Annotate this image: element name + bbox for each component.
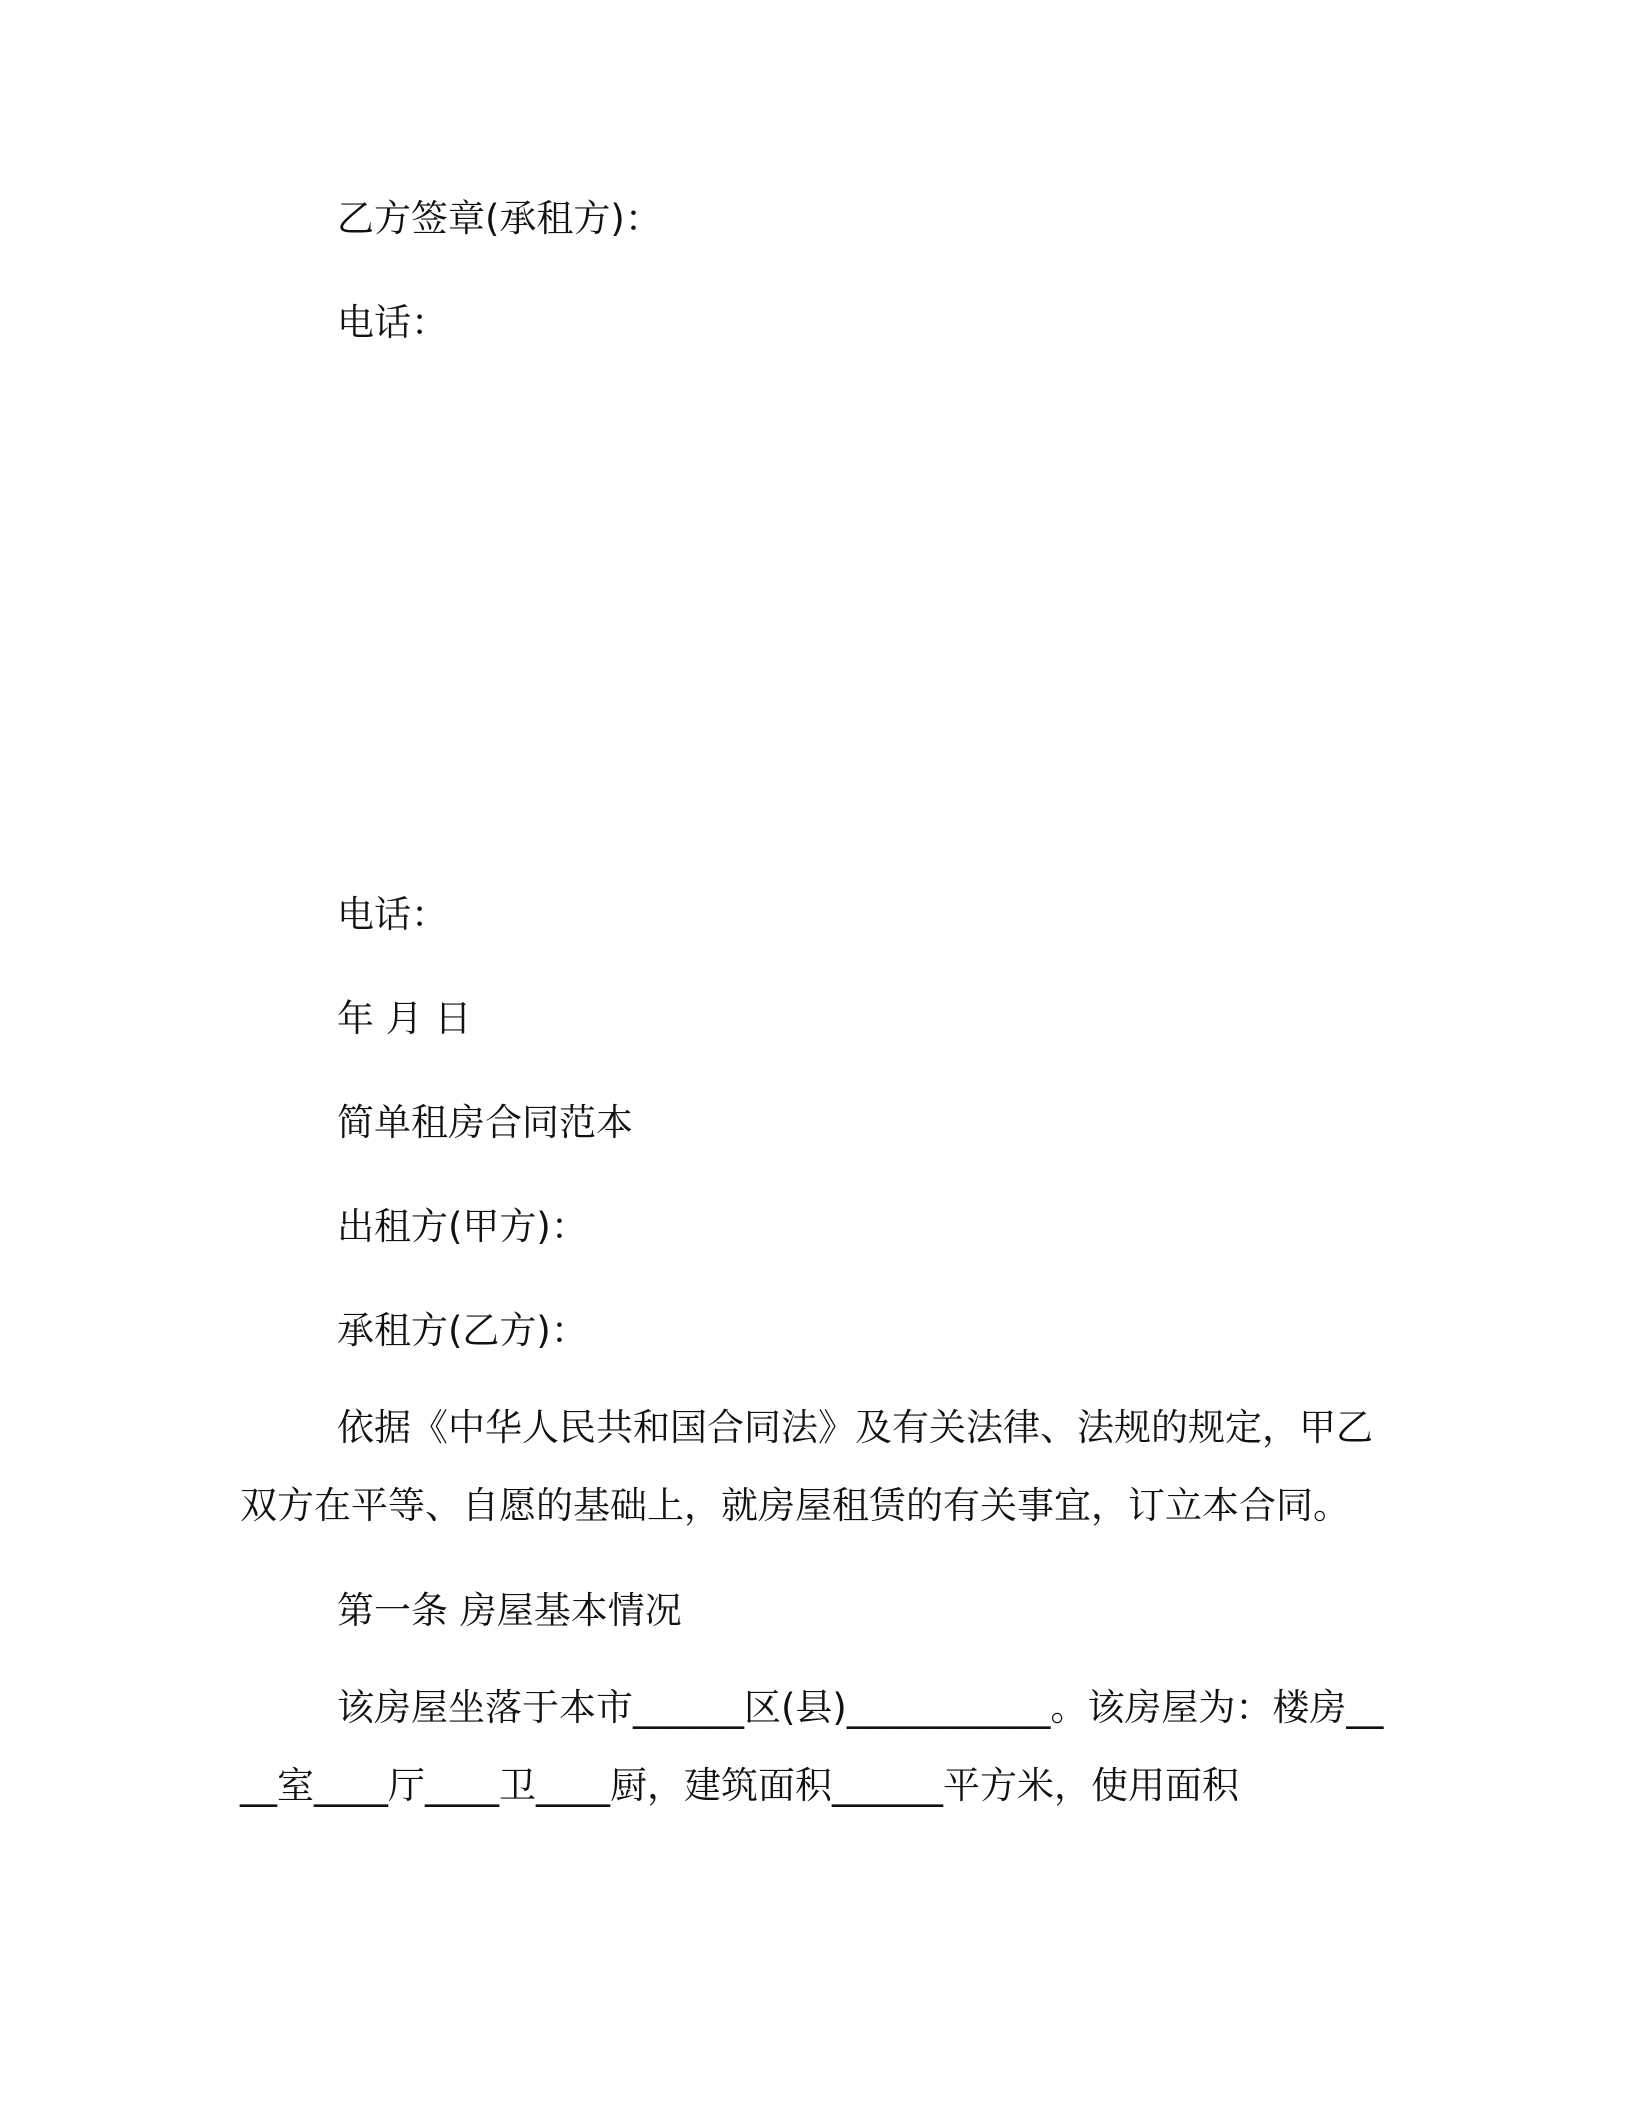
lessor-label: 出租方(甲方)： bbox=[337, 1205, 588, 1248]
contract-title: 简单租房合同范本 bbox=[337, 1101, 633, 1144]
article-1-paragraph: 该房屋坐落于本市______区(县)___________。该房屋为：楼房____室____厅____卫____厨，建筑面积______平方米，使用面积 bbox=[240, 1686, 1384, 1807]
party-b-signature-label: 乙方签章(承租方)： bbox=[337, 197, 662, 240]
article-1-title: 第一条 房屋基本情况 bbox=[337, 1589, 682, 1632]
date-label: 年 月 日 bbox=[337, 997, 472, 1040]
phone-label-2: 电话： bbox=[337, 893, 448, 936]
phone-label-1: 电话： bbox=[337, 301, 448, 344]
intro-paragraph: 依据《中华人民共和国合同法》及有关法律、法规的规定，甲乙双方在平等、自愿的基础上，就房屋租赁的有关事宜，订立本合同。 bbox=[240, 1406, 1373, 1527]
lessee-label: 承租方(乙方)： bbox=[337, 1309, 588, 1352]
